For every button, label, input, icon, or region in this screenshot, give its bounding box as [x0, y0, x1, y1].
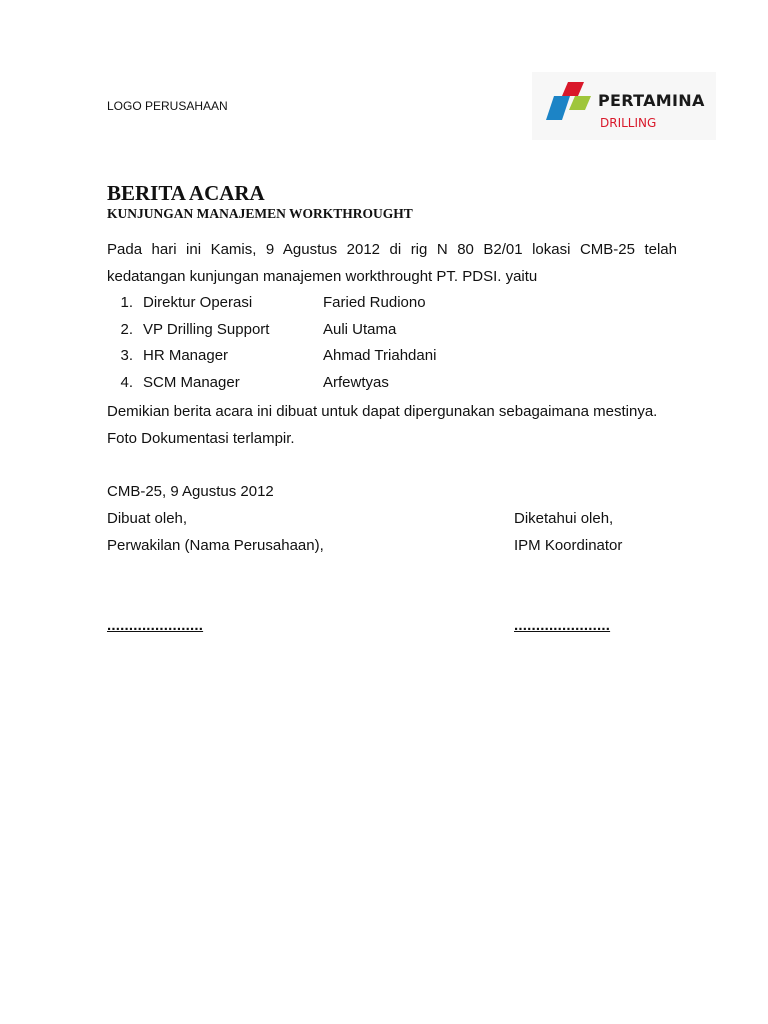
left-signature-line: ......................	[107, 617, 204, 634]
attendee-role: VP Drilling Support	[143, 320, 270, 338]
list-item	[107, 290, 436, 317]
brand-name: PERTAMINA	[598, 91, 705, 110]
logo-placeholder-text: LOGO PERUSAHAAN	[107, 99, 228, 113]
document-title: BERITA ACARA	[107, 181, 265, 205]
attendee-role: SCM Manager	[143, 374, 240, 392]
attendee-name: Ahmad Triahdani	[323, 347, 437, 365]
list-number: 1.	[120, 294, 133, 311]
right-signer-label: Diketahui oleh,	[514, 510, 614, 527]
list-item	[107, 370, 436, 397]
closing-statement: Demikian berita acara ini dibuat untuk dapat dipergunakan sebagaimana mestinya.	[107, 403, 658, 420]
list-item	[107, 317, 436, 344]
pertamina-logo	[532, 72, 716, 140]
attendee-role: HR Manager	[143, 347, 229, 365]
pertamina-emblem-icon	[540, 80, 592, 122]
left-signer-label: Dibuat oleh,	[107, 510, 188, 527]
list-item	[107, 343, 436, 370]
place-date: CMB-25, 9 Agustus 2012	[107, 483, 274, 500]
attendee-role: Direktur Operasi	[143, 294, 253, 311]
attendee-name: Arfewtyas	[323, 374, 389, 392]
left-signer-role: Perwakilan (Nama Perusahaan),	[107, 537, 324, 554]
right-signature-line: ......................	[514, 617, 611, 634]
attendee-name: Auli Utama	[323, 320, 397, 338]
closing-block	[107, 398, 657, 452]
attendee-list	[107, 290, 436, 397]
attendee-name: Faried Rudiono	[323, 294, 426, 311]
intro-paragraph: Pada hari ini Kamis, 9 Agustus 2012 di rig N 80 B2/01 lokasi CMB-25 telah kedatangan kunjungan manajemen workthrought PT. PDSI. yaitu	[107, 241, 677, 285]
document-subtitle: KUNJUNGAN MANAJEMEN WORKTHROUGHT	[107, 206, 413, 221]
right-signer-role: IPM Koordinator	[514, 537, 623, 554]
list-number: 2.	[120, 320, 133, 338]
attachment-note: Foto Dokumentasi terlampir.	[107, 430, 295, 447]
brand-subtitle: DRILLING	[600, 116, 657, 130]
list-number: 4.	[120, 374, 133, 392]
list-number: 3.	[120, 347, 133, 365]
